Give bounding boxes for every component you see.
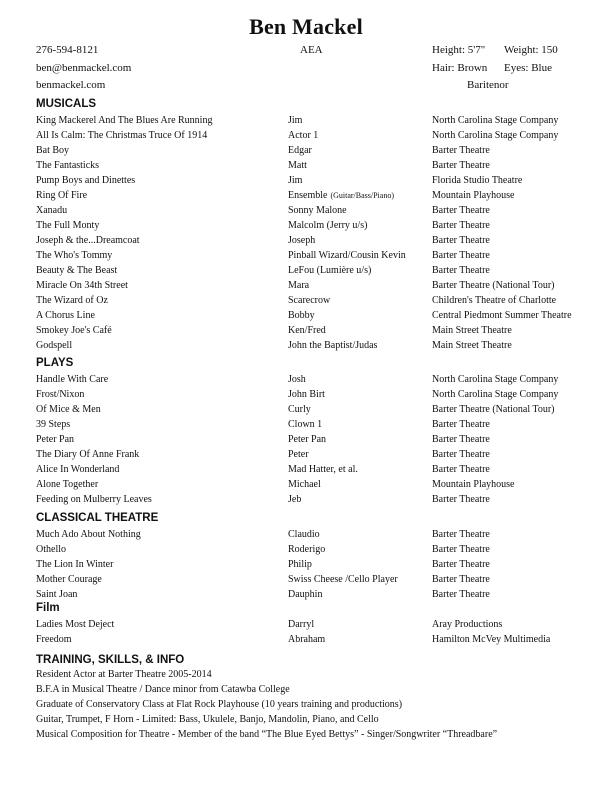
musicals-credit-row: [0, 338, 612, 353]
email: ben@benmackel.com: [36, 62, 132, 74]
film-credit-row: [0, 617, 612, 632]
training-heading: TRAINING, SKILLS, & INFO: [36, 654, 185, 666]
role: Curly: [288, 404, 311, 415]
musicals-credit-row: [0, 113, 612, 128]
production-title: Feeding on Mulberry Leaves: [36, 494, 152, 505]
plays-credit-row: [0, 387, 612, 402]
plays-credit-row: [0, 447, 612, 462]
role: John Birt: [288, 389, 325, 400]
company: Hamilton McVey Multimedia: [432, 634, 551, 645]
plays-credit-row: [0, 432, 612, 447]
role: Peter Pan: [288, 434, 327, 445]
plays-credit-row: [0, 372, 612, 387]
film-credit-row: [0, 632, 612, 647]
company: Barter Theatre: [432, 589, 490, 600]
company: North Carolina Stage Company: [432, 130, 559, 141]
phone: 276-594-8121: [36, 44, 99, 56]
musicals-credit-row: [0, 143, 612, 158]
role: Pinball Wizard/Cousin Kevin: [288, 250, 406, 261]
production-title: A Chorus Line: [36, 310, 95, 321]
plays-credit-row: [0, 462, 612, 477]
instrument-note: (Guitar/Bass/Piano): [330, 191, 394, 200]
production-title: Godspell: [36, 340, 73, 351]
production-title: Ring Of Fire: [36, 190, 88, 201]
role: Josh: [288, 374, 306, 385]
role: Swiss Cheese /Cello Player: [288, 574, 398, 585]
company: Barter Theatre: [432, 250, 490, 261]
weight: Weight: 150: [504, 44, 558, 56]
company: Barter Theatre: [432, 265, 490, 276]
company: Main Street Theatre: [432, 325, 512, 336]
musicals-credit-row: [0, 203, 612, 218]
role: Mad Hatter, et al.: [288, 464, 358, 475]
production-title: The Who's Tommy: [36, 250, 113, 261]
company: Main Street Theatre: [432, 340, 512, 351]
production-title: The Fantasticks: [36, 160, 100, 171]
production-title: Freedom: [36, 634, 72, 645]
company: Barter Theatre (National Tour): [432, 280, 555, 291]
musicals-credit-row: [0, 218, 612, 233]
role: Abraham: [288, 634, 326, 645]
role: Jim: [288, 115, 303, 126]
production-title: Of Mice & Men: [36, 404, 101, 415]
role: Sonny Malone: [288, 205, 347, 216]
company: Barter Theatre: [432, 419, 490, 430]
training-line: Resident Actor at Barter Theatre 2005-2014: [36, 669, 212, 680]
classical-credit-row: [0, 542, 612, 557]
company: Barter Theatre: [432, 220, 490, 231]
plays-credit-row: [0, 402, 612, 417]
company: Barter Theatre: [432, 434, 490, 445]
musicals-credit-row: [0, 308, 612, 323]
company: Mountain Playhouse: [432, 190, 515, 201]
company: Barter Theatre: [432, 235, 490, 246]
company: Barter Theatre: [432, 494, 490, 505]
musicals-credit-row: [0, 323, 612, 338]
role: Dauphin: [288, 589, 323, 600]
role: John the Baptist/Judas: [288, 340, 378, 351]
role: Malcolm (Jerry u/s): [288, 220, 368, 231]
role: Darryl: [288, 619, 315, 630]
plays-credit-row: [0, 477, 612, 492]
musicals-credit-row: [0, 278, 612, 293]
company: North Carolina Stage Company: [432, 389, 559, 400]
company: Barter Theatre: [432, 529, 490, 540]
height: Height: 5'7": [432, 44, 486, 56]
role: Bobby: [288, 310, 315, 321]
company: Barter Theatre: [432, 205, 490, 216]
company: Barter Theatre: [432, 574, 490, 585]
voice-type: Baritenor: [467, 79, 509, 91]
production-title: Handle With Care: [36, 374, 109, 385]
production-title: Mother Courage: [36, 574, 102, 585]
musicals-credit-row: [0, 248, 612, 263]
role: Actor 1: [288, 130, 319, 141]
role: Ken/Fred: [288, 325, 326, 336]
company: Central Piedmont Summer Theatre: [432, 310, 572, 321]
musicals-credit-row: [0, 293, 612, 308]
union: AEA: [300, 44, 323, 56]
production-title: Xanadu: [36, 205, 68, 216]
musicals-credit-row: [0, 173, 612, 188]
training-line: Graduate of Conservatory Class at Flat Rock Playhouse (10 years training and productions): [36, 699, 403, 710]
plays-credit-row: [0, 417, 612, 432]
classical-heading: CLASSICAL THEATRE: [36, 512, 159, 524]
production-title: Othello: [36, 544, 66, 555]
plays-credit-row: [0, 492, 612, 507]
musicals-credit-row: [0, 158, 612, 173]
company: Barter Theatre: [432, 464, 490, 475]
production-title: King Mackerel And The Blues Are Running: [36, 115, 213, 126]
plays-heading: PLAYS: [36, 357, 74, 369]
role: Scarecrow: [288, 295, 331, 306]
company: Barter Theatre: [432, 449, 490, 460]
role: Philip: [288, 559, 312, 570]
company: Barter Theatre: [432, 145, 490, 156]
training-line: Musical Composition for Theatre - Member of the band “The Blue Eyed Bettys” - Singer/Songwriter “Threadbare”: [36, 729, 498, 740]
training-line: B.F.A in Musical Theatre / Dance minor from Catawba College: [36, 684, 290, 695]
production-title: Saint Joan: [36, 589, 78, 600]
classical-credit-row: [0, 527, 612, 542]
company: Children's Theatre of Charlotte: [432, 295, 557, 306]
production-title: Beauty & The Beast: [36, 265, 118, 276]
company: North Carolina Stage Company: [432, 115, 559, 126]
training-line: Guitar, Trumpet, F Horn - Limited: Bass, Ukulele, Banjo, Mandolin, Piano, and Cello: [36, 714, 379, 725]
role: LeFou (Lumière u/s): [288, 265, 372, 276]
classical-credit-row: [0, 557, 612, 572]
company: North Carolina Stage Company: [432, 374, 559, 385]
eyes: Eyes: Blue: [504, 62, 552, 74]
production-title: Much Ado About Nothing: [36, 529, 141, 540]
company: Barter Theatre (National Tour): [432, 404, 555, 415]
musicals-credit-row: [0, 233, 612, 248]
production-title: The Diary Of Anne Frank: [36, 449, 140, 460]
role: Peter: [288, 449, 309, 460]
production-title: Ladies Most Deject: [36, 619, 115, 630]
role: Edgar: [288, 145, 312, 156]
film-heading: Film: [36, 602, 60, 614]
musicals-credit-row: [0, 188, 612, 203]
production-title: Bat Boy: [36, 145, 70, 156]
role: Mara: [288, 280, 310, 291]
production-title: Smokey Joe's Café: [36, 325, 112, 336]
classical-credit-row: [0, 587, 612, 602]
production-title: The Full Monty: [36, 220, 100, 231]
musicals-credit-row: [0, 128, 612, 143]
role: Roderigo: [288, 544, 326, 555]
production-title: Peter Pan: [36, 434, 75, 445]
role: Jim: [288, 175, 303, 186]
website: benmackel.com: [36, 79, 106, 91]
production-title: The Lion In Winter: [36, 559, 114, 570]
role: Ensemble (Guitar/Bass/Piano): [288, 190, 394, 201]
production-title: All Is Calm: The Christmas Truce Of 1914: [36, 130, 208, 141]
role: Claudio: [288, 529, 320, 540]
production-title: Frost/Nixon: [36, 389, 85, 400]
role: Matt: [288, 160, 307, 171]
production-title: Alone Together: [36, 479, 99, 490]
company: Florida Studio Theatre: [432, 175, 523, 186]
musicals-heading: MUSICALS: [36, 98, 97, 110]
hair: Hair: Brown: [432, 62, 488, 74]
production-title: Pump Boys and Dinettes: [36, 175, 136, 186]
production-title: Joseph & the...Dreamcoat: [36, 235, 140, 246]
production-title: Miracle On 34th Street: [36, 280, 128, 291]
company: Barter Theatre: [432, 559, 490, 570]
actor-name: Ben Mackel: [249, 14, 363, 39]
company: Barter Theatre: [432, 544, 490, 555]
classical-credit-row: [0, 572, 612, 587]
role: Michael: [288, 479, 321, 490]
production-title: 39 Steps: [36, 419, 71, 430]
role: Joseph: [288, 235, 316, 246]
company: Aray Productions: [432, 619, 503, 630]
role: Jeb: [288, 494, 302, 505]
production-title: The Wizard of Oz: [36, 295, 108, 306]
company: Barter Theatre: [432, 160, 490, 171]
role: Clown 1: [288, 419, 323, 430]
production-title: Alice In Wonderland: [36, 464, 120, 475]
musicals-credit-row: [0, 263, 612, 278]
company: Mountain Playhouse: [432, 479, 515, 490]
